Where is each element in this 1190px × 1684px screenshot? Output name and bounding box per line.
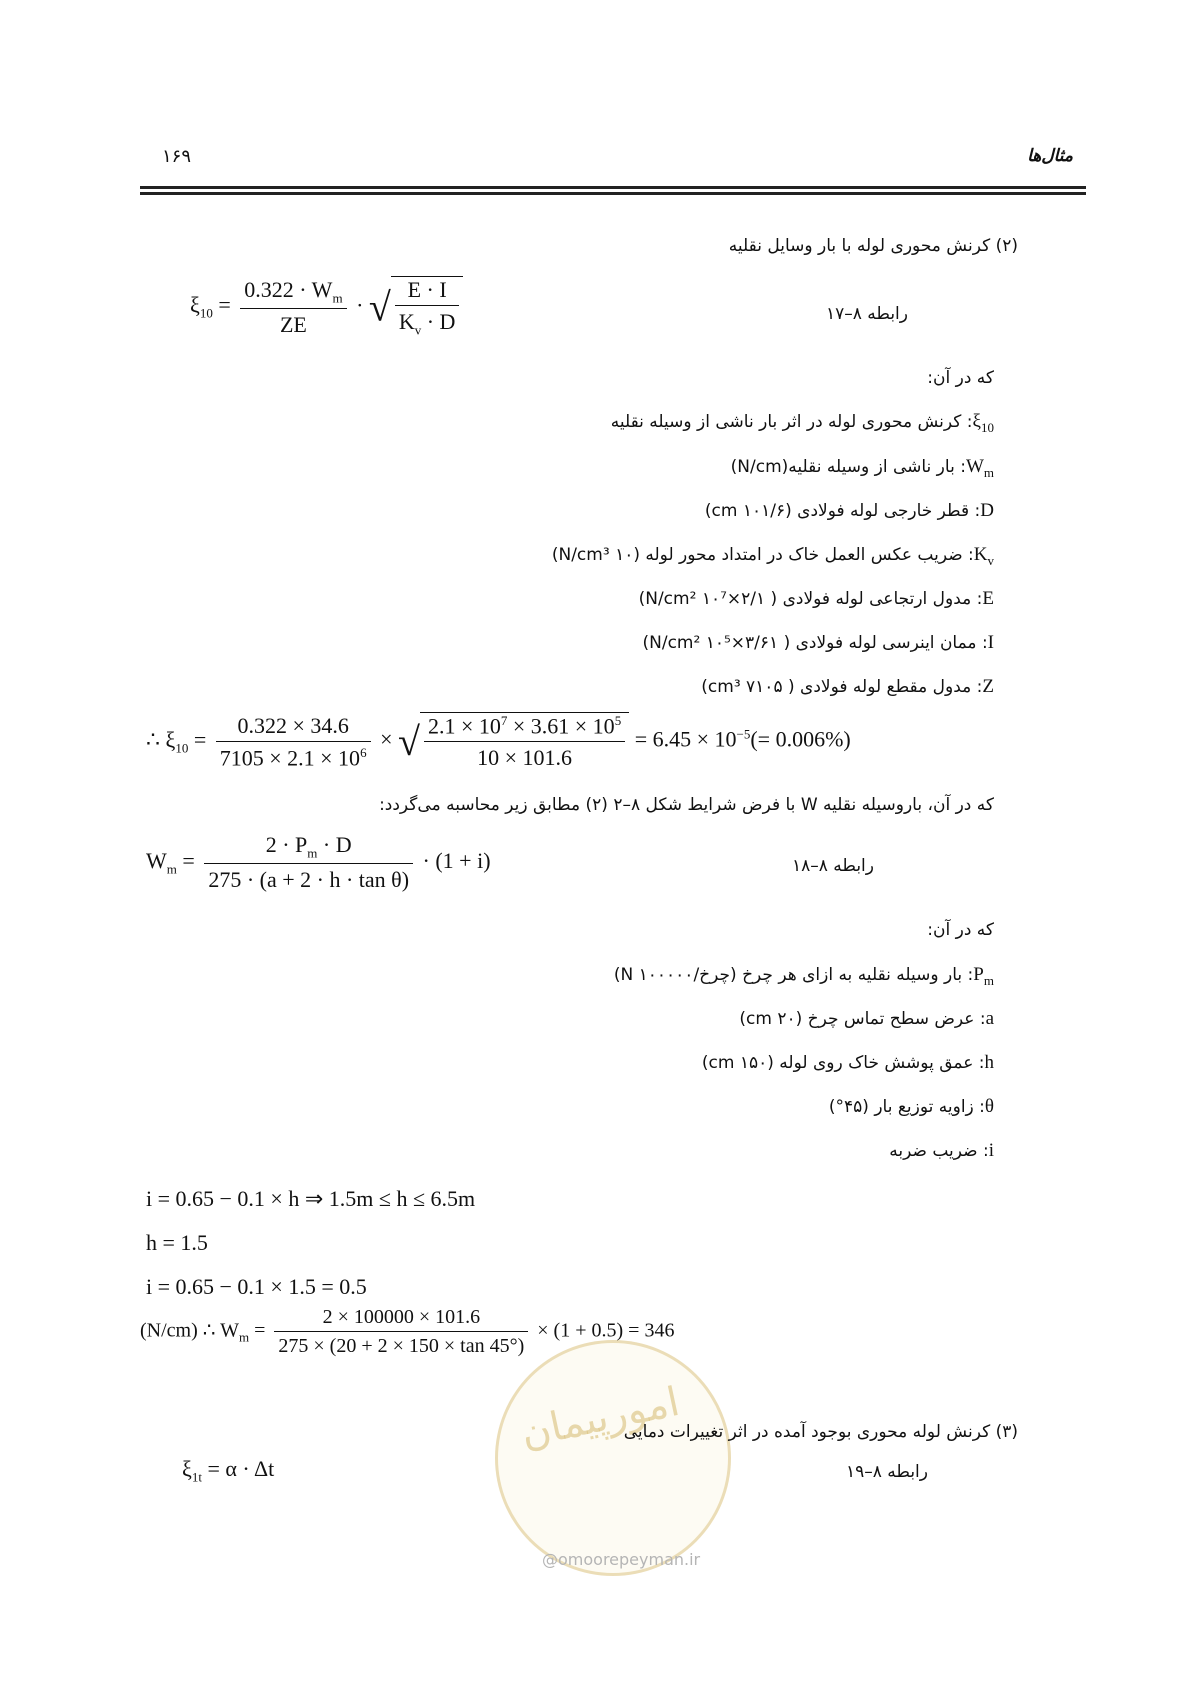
def-pm: $P_m$: بار وسیله نقلیه به ازای هر چرخ (چرخ/N ۱۰۰۰۰۰) [613,964,994,988]
section-title: مثال‌ها [1027,146,1073,166]
def-theta: θ: زاویه توزیع بار (۴۵°) [828,1096,994,1117]
page-number: ۱۶۹ [162,146,192,167]
header-rule-bottom [140,192,1086,195]
calc-line-3: i = 0.65 − 0.1 × 1.5 = 0.5 [146,1274,367,1299]
section3-heading: (۳) کرنش لوله محوری بوجود آمده در اثر تغییرات دمایی [623,1422,1018,1442]
calc-line-2: h = 1.5 [146,1230,208,1255]
wm-note: که در آن، باروسیله نقلیه W با فرض شرایط شکل ۸–۲ (۲) مطابق زیر محاسبه می‌گردد: [379,795,994,815]
def-xi10: $\xi_{10}$: کرنش محوری لوله در اثر بار ناشی از وسیله نقلیه [610,411,994,435]
equation-8-18: $W_m$ = $\frac{2 \cdot P_m \cdot D}{\text{275 · (a + 2 · h · tan θ)}}$ · (1 + i) [146,832,491,893]
section2-heading: (۲) کرنش محوری لوله با بار وسایل نقلیه [728,236,1018,256]
relation-label-8-17: رابطه ۸–۱۷ [825,304,908,324]
def-i: I: ممان اینرسی لوله فولادی ( ۳/۶۱×۱۰⁵ N/cm²) [642,632,994,653]
watermark-text: امورپیمان [516,1378,684,1458]
def-a: a: عرض سطح تماس چرخ (۲۰ cm) [739,1008,994,1029]
where-label-2: که در آن: [927,920,994,940]
where-label-1: که در آن: [927,368,994,388]
def-e: E: مدول ارتجاعی لوله فولادی ( ۲/۱×۱۰⁷ N/cm²) [638,588,994,609]
watermark-seal [495,1340,731,1576]
def-wm: $W_m$: بار ناشی از وسیله نقلیه(N/cm) [730,456,994,480]
wm-calculation: (N/cm) ∴ $W_m$ = $\frac{2 \times 100000 \times 101.6}{275 \times (20 + 2 \times 150 \times \tan 45^\circ)}$ × (1 + 0.5) = 346 [140,1306,675,1357]
relation-label-8-19: رابطه ۸–۱۹ [845,1462,928,1482]
equation-8-19: $\xi_{1t} = \alpha \cdot \Delta t$ [182,1456,275,1485]
equation-8-17: $\xi_{10}$ = $\frac{0.322 \cdot W_m}{ZE}$ · √ $\frac{E \cdot I}{K_v \cdot D}$ [190,276,463,338]
header-rule-top [140,186,1086,189]
def-d: D: قطر خارجی لوله فولادی (۱۰۱/۶ cm) [704,500,994,521]
def-z: Z: مدول مقطع لوله فولادی ( ۷۱۰۵ cm³) [701,676,994,697]
def-h: h: عمق پوشش خاک روی لوله (۱۵۰ cm) [701,1052,994,1073]
def-impact-factor: i: ضریب ضربه [889,1140,994,1161]
watermark-site: @omoorepeyman.ir [542,1550,701,1569]
xi10-calculation: ∴ $\xi_{10}$ = $\frac{0.322 \times 34.6}{7105 \times 2.1 \times 10^6}$ × √ $\frac{2.1 \times 10^7 \times 3.61 \times 10^5}{10 \times 101.6}$ = $6.45 \times 10^{-5}(= 0.006\%)$ [146,712,851,771]
def-kv: $K_v$: ضریب عکس العمل خاک در امتداد محور لوله (۱۰ N/cm³) [551,544,994,568]
relation-label-8-18: رابطه ۸–۱۸ [791,856,874,876]
calc-line-1: i = 0.65 − 0.1 × h ⇒ 1.5m ≤ h ≤ 6.5m [146,1186,476,1211]
